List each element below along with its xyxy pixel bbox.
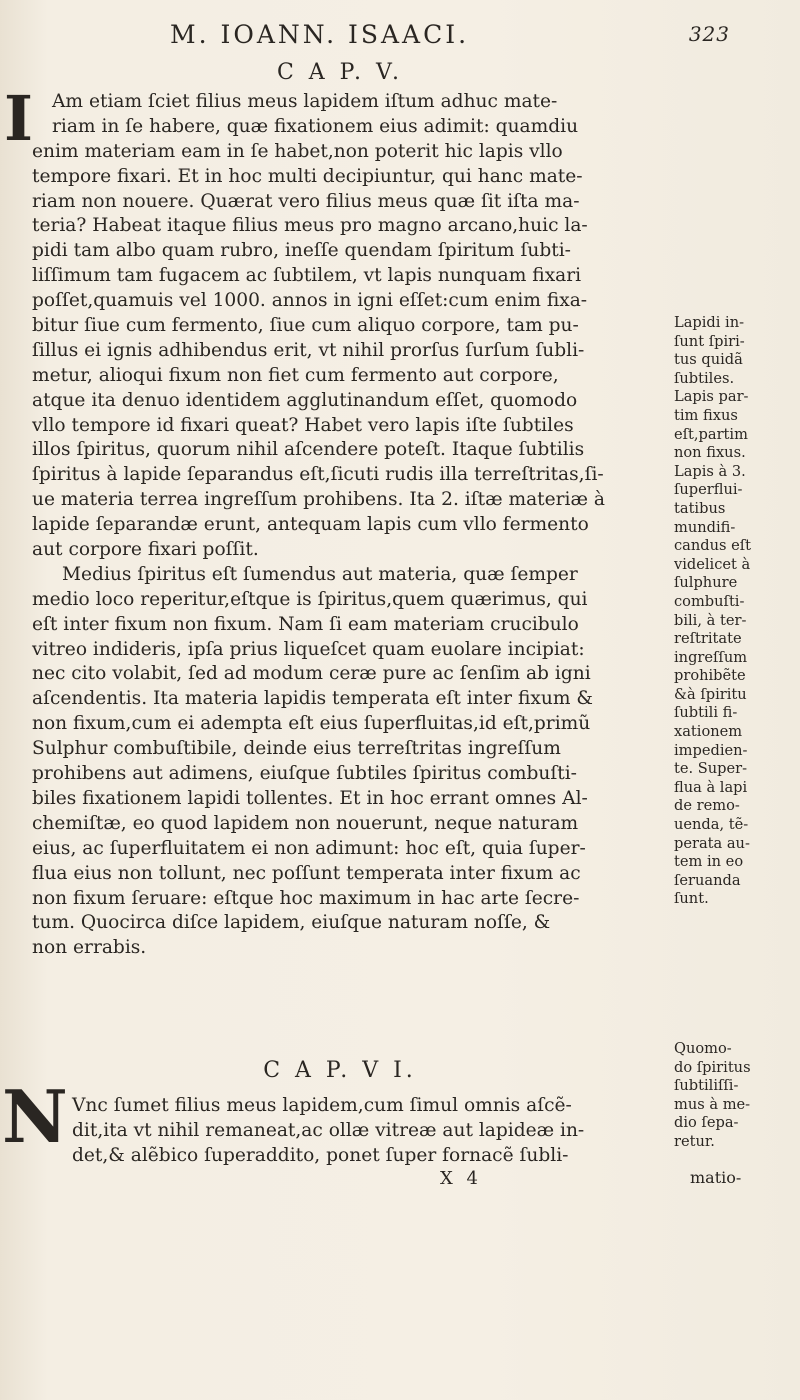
marginal-line: dio ſepa- [674, 1114, 739, 1132]
running-head-title: M. IOANN. ISAACI. [170, 20, 470, 49]
marginal-line: do ſpiritus [674, 1058, 751, 1076]
marginal-line: ſunt ſpiri- [674, 332, 745, 350]
text-line: eius, ac ſuperfluitatem ei non adimunt: hoc eſt, quia ſuper- [32, 837, 586, 859]
text-line: Sulphur combuſtibile, deinde eius terreſtritas ingreſſum [32, 738, 561, 760]
marginal-line: Lapidi in- [674, 314, 745, 331]
marginal-line: flua à lapi [674, 778, 748, 796]
text-line: aut corpore fixari poſſit. [32, 539, 259, 561]
page-number: 323 [688, 22, 730, 46]
text-line: riam in ſe habere, quæ fixationem eius adimit: quamdiu [52, 115, 579, 137]
marginal-line: combuſti- [674, 592, 745, 610]
marginal-line: bili, à ter- [674, 611, 747, 629]
marginal-line: ſeruanda [674, 871, 741, 889]
text-line: non errabis. [32, 937, 147, 959]
text-line: ſillus ei ignis adhibendus erit, vt nihil prorſus ſurſum ſubli- [32, 339, 585, 361]
text-line: det,& alẽbico ſuperaddito, ponet ſuper fornacẽ ſubli- [72, 1144, 569, 1166]
chapter-6-dropcap: N [2, 1074, 68, 1159]
marginal-line: tem in eo [674, 853, 744, 871]
marginal-line: ingreſſum [674, 648, 748, 666]
text-line: Medius ſpiritus eſt ſumendus aut materia, quæ ſemper [62, 563, 578, 585]
chapter-5-heading: C A P. V. [276, 60, 404, 85]
marginal-line: ſunt. [674, 890, 709, 908]
text-line: bitur ſiue cum fermento, ſiue cum aliquo corpore, tam pu- [32, 315, 579, 337]
text-line: teria? Habeat itaque filius meus pro magno arcano,huic la- [32, 215, 588, 237]
marginal-line: mundifi- [674, 518, 736, 536]
marginal-line: te. Super- [674, 760, 748, 778]
marginal-line: &à ſpiritu [674, 685, 747, 703]
text-line: ue materia terrea ingreſſum prohibens. Ita 2. iſtæ materiæ à [32, 489, 605, 511]
text-line: dit,ita vt nihil remaneat,ac ollæ vitreæ aut lapideæ in- [72, 1119, 585, 1141]
text-line: vllo tempore id fixari queat? Habet vero lapis iſte ſubtiles [32, 414, 574, 436]
text-line: non fixum,cum ei adempta eſt eius ſuperfluitas,id eſt,primũ [32, 713, 591, 735]
marginal-line: ſubtili fi- [674, 704, 738, 722]
marginal-line: ſubtiles. [674, 369, 735, 387]
marginal-line: tim fixus [674, 406, 738, 424]
marginal-line: non fixus. [674, 444, 746, 462]
marginal-line: candus eſt [674, 537, 752, 555]
marginal-line: tus quidã [674, 351, 743, 369]
text-line: poſſet,quamuis vel 1000. annos in igni eſſet:cum enim fixa- [32, 290, 588, 312]
marginal-line: prohibẽte [674, 667, 746, 685]
text-line: eſt inter fixum non fixum. Nam ſi eam materiam crucibulo [32, 613, 579, 635]
marginal-line: ſubtiliſſi- [674, 1077, 739, 1095]
marginal-line: de remo- [674, 797, 740, 815]
text-line: Vnc ſumet filius meus lapidem,cum ſimul omnis aſcẽ- [72, 1095, 572, 1116]
text-line: vitreo indideris, ipſa prius liqueſcet quam euolare incipiat: [32, 638, 585, 660]
text-line: liſſimum tam fugacem ac ſubtilem, vt lapis nunquam fixari [32, 265, 582, 287]
catchword: matio- [690, 1168, 742, 1187]
marginal-line: retur. [674, 1132, 715, 1150]
marginal-line: reſtritate [674, 630, 742, 648]
text-line: enim materiam eam in ſe habet,non poterit hic lapis vllo [32, 140, 563, 162]
running-head [170, 20, 730, 54]
text-line: flua eius non tollunt, nec poſſunt temperata inter fixum ac [32, 862, 581, 884]
text-line: aſcendentis. Ita materia lapidis temperata eſt inter fixum & [32, 688, 593, 710]
text-line: ſpiritus à lapide ſeparandus eſt,ſicuti rudis illa terreſtritas,ſi- [32, 464, 604, 486]
marginal-note-1 [674, 314, 794, 909]
marginal-line: uenda, tẽ- [674, 816, 749, 834]
marginal-line: Quomo- [674, 1040, 732, 1057]
text-line: Am etiam ſciet filius meus lapidem iſtum adhuc mate- [52, 91, 558, 112]
marginal-line: ſuperflui- [674, 481, 743, 499]
chapter-6-heading: C A P. V I. [263, 1058, 417, 1083]
marginal-line: Lapis à 3. [674, 462, 746, 480]
marginal-line: tatibus [674, 499, 726, 517]
text-line: tum. Quocirca diſce lapidem, eiuſque naturam noſſe, & [32, 912, 551, 934]
text-line: pidi tam albo quam rubro, ineſſe quendam ſpiritum ſubti- [32, 240, 571, 262]
text-line: non fixum ſeruare: eſtque hoc maximum in hac arte ſecre- [32, 887, 580, 909]
text-line: riam non nouere. Quærat vero filius meus quæ ſit iſta ma- [32, 190, 580, 212]
text-line: illos ſpiritus, quorum nihil aſcendere poteſt. Itaque ſubtilis [32, 439, 585, 461]
text-line: atque ita denuo identidem agglutinandum eſſet, quomodo [32, 389, 578, 411]
marginal-note-2 [674, 1040, 794, 1152]
marginal-line: perata au- [674, 834, 750, 852]
chapter-5-text [32, 90, 660, 961]
text-line: lapide ſeparandæ erunt, antequam lapis cum vllo fermento [32, 514, 589, 536]
chapter-6-text [32, 1094, 660, 1169]
text-line: medio loco reperitur,eſtque is ſpiritus,quem quærimus, qui [32, 588, 588, 610]
marginal-line: Lapis par- [674, 388, 749, 406]
text-line: chemiſtæ, eo quod lapidem non nouerunt, neque naturam [32, 812, 579, 834]
marginal-line: eſt,partim [674, 425, 748, 443]
signature-mark: X 4 [440, 1168, 482, 1189]
marginal-line: xationem [674, 723, 743, 741]
marginal-line: ſulphure [674, 574, 738, 592]
chapter-5-dropcap: I [4, 82, 34, 155]
text-line: biles fixationem lapidi tollentes. Et in hoc errant omnes Al- [32, 787, 588, 809]
text-line: nec cito volabit, ſed ad modum ceræ pure ac ſenſim ab igni [32, 663, 591, 685]
text-line: prohibens aut adimens, eiuſque ſubtiles ſpiritus combuſti- [32, 763, 577, 785]
text-line: metur, alioqui fixum non fiet cum fermento aut corpore, [32, 364, 559, 386]
marginal-line: videlicet à [674, 555, 751, 573]
text-line: tempore fixari. Et in hoc multi decipiuntur, qui hanc mate- [32, 165, 583, 187]
marginal-line: impedien- [674, 741, 748, 759]
marginal-line: mus à me- [674, 1095, 751, 1113]
